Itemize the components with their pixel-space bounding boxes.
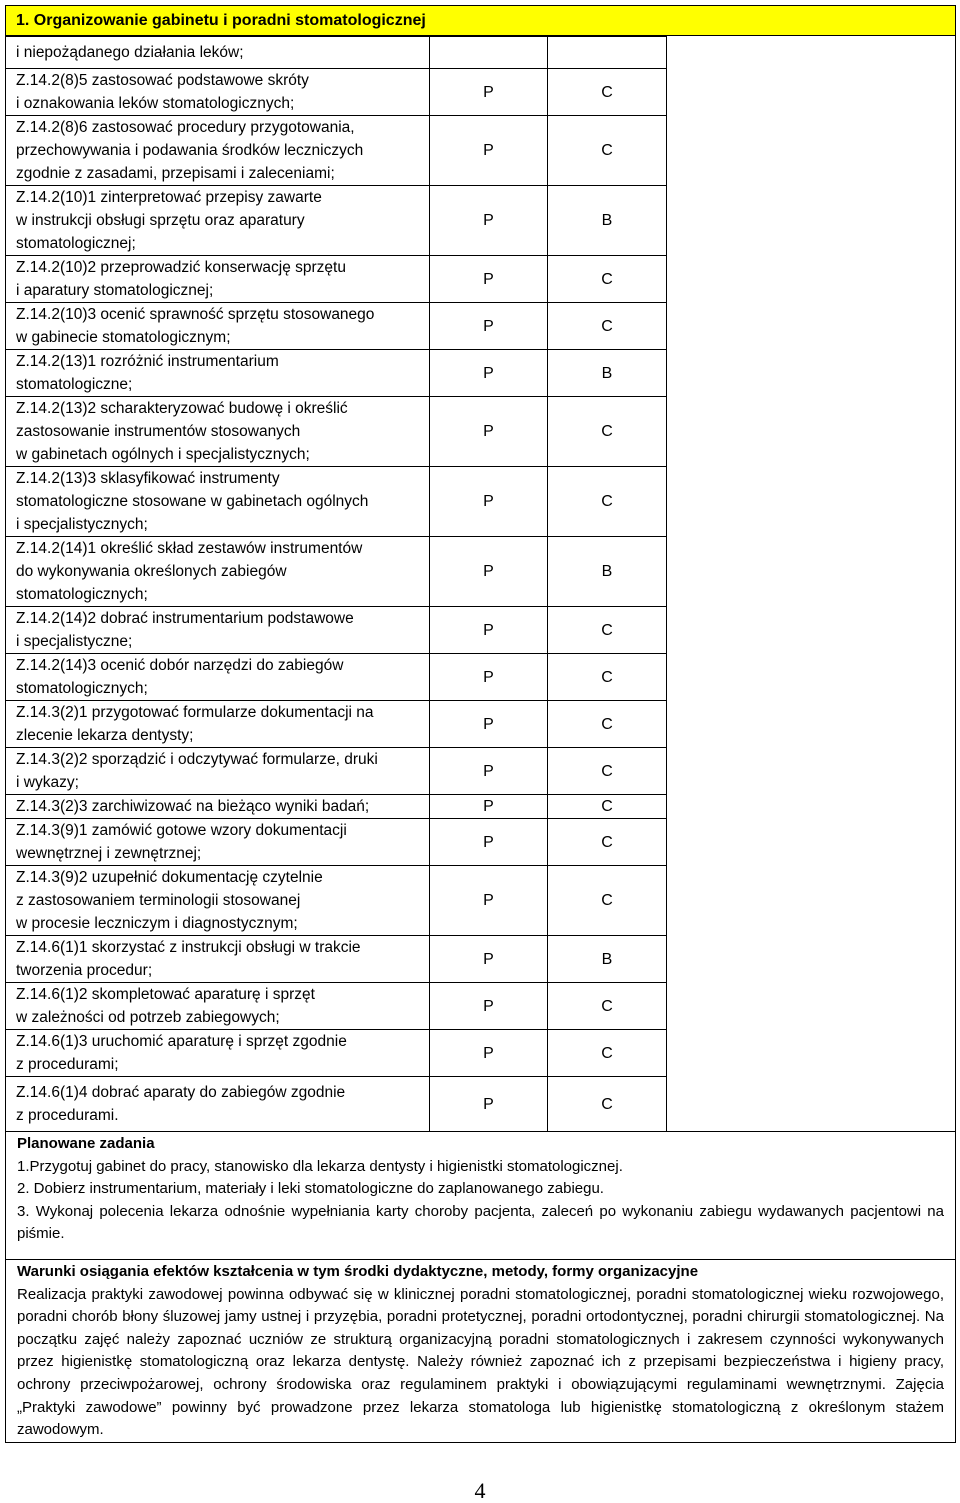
outcome-text-line: stomatologiczne stosowane w gabinetach ogólnych xyxy=(16,493,369,510)
outcome-text-line: w instrukcji obsługi sprzętu oraz aparatury xyxy=(16,212,305,229)
level-cell xyxy=(430,186,548,255)
level-cell xyxy=(430,467,548,536)
outcome-text-line: Z.14.6(1)4 dobrać aparaty do zabiegów zgodnie xyxy=(16,1084,346,1101)
level-value: P xyxy=(483,317,494,335)
table-row xyxy=(5,396,667,466)
level-value: P xyxy=(483,762,494,780)
category-value: B xyxy=(601,212,613,229)
table-row xyxy=(5,818,667,865)
category-cell xyxy=(548,701,667,747)
category-value: C xyxy=(601,762,613,780)
outcome-text-line: tworzenia procedur; xyxy=(16,962,153,979)
outcome-text-line: i wykazy; xyxy=(16,774,79,791)
category-cell xyxy=(548,350,667,396)
outcome-text-line: Z.14.3(9)2 uzupełnić dokumentację czytelnie xyxy=(16,869,323,886)
category-value: C xyxy=(601,83,613,101)
conditions-section xyxy=(5,1259,956,1443)
conditions-title: Warunki osiągania efektów kształcenia w tym środki dydaktyczne, metody, formy organizacyjne xyxy=(17,1263,699,1280)
category-value: C xyxy=(601,668,613,686)
outcome-text-line: stomatologicznych; xyxy=(16,586,148,603)
outcome-text-line: Z.14.2(14)3 ocenić dobór narzędzi do zabiegów xyxy=(16,657,344,674)
level-cell xyxy=(430,654,548,700)
category-value: B xyxy=(601,563,613,580)
category-cell xyxy=(548,256,667,302)
level-cell xyxy=(430,748,548,794)
planned-tasks-title: Planowane zadania xyxy=(17,1135,155,1152)
level-value: P xyxy=(483,1044,494,1062)
outcome-text-line: i specjalistyczne; xyxy=(16,633,133,650)
outcome-text-line: Z.14.3(2)2 sporządzić i odczytywać formularze, druki xyxy=(16,751,378,768)
level-value: P xyxy=(483,1095,494,1113)
outcome-text-line: Z.14.2(13)1 rozróżnić instrumentarium xyxy=(16,353,279,370)
outcome-text-line: Z.14.3(2)1 przygotować formularze dokumentacji na xyxy=(16,704,374,721)
outcome-text-line: Z.14.6(1)3 uruchomić aparaturę i sprzęt zgodnie xyxy=(16,1033,347,1050)
outcome-text-line: w gabinecie stomatologicznym; xyxy=(16,329,231,346)
category-value: C xyxy=(601,493,613,510)
category-value: C xyxy=(601,270,613,288)
table-row xyxy=(5,255,667,302)
category-value: B xyxy=(601,364,613,382)
level-value: P xyxy=(483,833,494,851)
category-cell xyxy=(548,795,667,818)
level-cell xyxy=(430,37,548,68)
outcome-text-line: stomatologiczne; xyxy=(16,376,133,393)
level-cell xyxy=(430,537,548,606)
level-value: P xyxy=(483,142,494,159)
category-value: C xyxy=(601,892,613,909)
outcome-text-line: Z.14.2(10)2 przeprowadzić konserwację sprzętu xyxy=(16,259,346,276)
outcome-description xyxy=(5,936,430,982)
level-value: P xyxy=(483,493,494,510)
level-value: P xyxy=(483,212,494,229)
level-cell xyxy=(430,1077,548,1131)
outcome-description xyxy=(5,256,430,302)
category-cell xyxy=(548,1030,667,1076)
level-cell xyxy=(430,607,548,653)
outcome-description xyxy=(5,186,430,255)
level-value: P xyxy=(483,668,494,686)
outcome-text-line: i oznakowania leków stomatologicznych; xyxy=(16,95,295,112)
outcome-text-line: Z.14.2(14)2 dobrać instrumentarium podstawowe xyxy=(16,610,354,627)
outcome-text-line: Z.14.2(13)3 sklasyfikować instrumenty xyxy=(16,470,280,487)
category-cell xyxy=(548,303,667,349)
outcome-text-line: w gabinetach ogólnych i specjalistycznych; xyxy=(16,446,310,463)
table-row xyxy=(5,302,667,349)
level-cell xyxy=(430,116,548,185)
category-value: C xyxy=(601,142,613,159)
outcome-text-line: i specjalistycznych; xyxy=(16,516,148,533)
level-cell xyxy=(430,1030,548,1076)
outcome-description xyxy=(5,116,430,185)
outcome-text-line: i aparatury stomatologicznej; xyxy=(16,282,214,299)
outcome-text-line: Z.14.2(10)1 zinterpretować przepisy zawarte xyxy=(16,189,322,206)
level-cell xyxy=(430,397,548,466)
table-row xyxy=(5,982,667,1029)
outcome-description xyxy=(5,654,430,700)
outcome-text-line: z procedurami. xyxy=(16,1107,119,1124)
outcome-description xyxy=(5,748,430,794)
table-row xyxy=(5,1076,667,1131)
category-cell xyxy=(548,654,667,700)
outcome-text-line: stomatologicznej; xyxy=(16,235,136,252)
conditions-text: Realizacja praktyki zawodowej powinna odbywać się w klinicznej poradni stomatologicznej, poradni stomatologicznej wieku rozwojowego, poradni chorób błony śluzowej jamy ustnej i przyzębia, poradni protetycznej, poradni ortodontycznej, poradni chirurgii stomatologicznej. Na początku zajęć należy zapoznać uczniów ze strukturą organizacyjną poradni stomatologicznych i zakresem czynności wykonywanych przez higienistkę stomatologiczną oraz lekarza dentystę. Należy również zapoznać ich z przepisami bezpieczeństwa i higieny pracy, ochrony przeciwpożarowej, ochrony środowiska oraz regulaminem praktyki i obowiązującymi regulaminami wewnętrznymi. Zajęcia „Praktyki zawodowe” powinny być prowadzone przez lekarza stomatologa lub higienistkę stomatologiczną z określonym stażem zawodowym. xyxy=(17,1285,944,1439)
table-row xyxy=(5,794,667,818)
outcome-description xyxy=(5,819,430,865)
level-value: P xyxy=(483,798,494,815)
outcome-text-line: zlecenie lekarza dentysty; xyxy=(16,727,194,744)
category-cell xyxy=(548,607,667,653)
outcome-text-line: w procesie leczniczym i diagnostycznym; xyxy=(16,915,298,932)
table-row xyxy=(5,700,667,747)
outcome-text-line: Z.14.2(10)3 ocenić sprawność sprzętu stosowanego xyxy=(16,306,375,323)
outcome-description xyxy=(5,350,430,396)
level-value: P xyxy=(483,423,494,440)
table-row xyxy=(5,349,667,396)
outcome-text-line: Z.14.2(13)2 scharakteryzować budowę i określić xyxy=(16,400,348,417)
level-cell xyxy=(430,69,548,115)
level-value: P xyxy=(483,621,494,639)
table-row xyxy=(5,68,667,115)
outcome-text-line: wewnętrznej i zewnętrznej; xyxy=(16,845,202,862)
outcome-description xyxy=(5,37,430,68)
table-row xyxy=(5,115,667,185)
outcome-text-line: w zależności od potrzeb zabiegowych; xyxy=(16,1009,280,1026)
outcome-text-line: Z.14.3(9)1 zamówić gotowe wzory dokumentacji xyxy=(16,822,347,839)
outcome-description xyxy=(5,1030,430,1076)
page-number: 4 xyxy=(474,1478,486,1503)
outcome-description xyxy=(5,1077,430,1131)
planned-task-item: 2. Dobierz instrumentarium, materiały i leki stomatologiczne do zaplanowanego zabiegu. xyxy=(17,1180,604,1198)
planned-task-item: 1.Przygotuj gabinet do pracy, stanowisko dla lekarza dentysty i higienistki stomatologicznej. xyxy=(17,1157,623,1175)
level-cell xyxy=(430,701,548,747)
outcome-text-line: Z.14.2(8)5 zastosować podstawowe skróty xyxy=(16,72,309,89)
table-row xyxy=(5,536,667,606)
category-cell xyxy=(548,116,667,185)
level-cell xyxy=(430,303,548,349)
category-value: C xyxy=(601,997,613,1015)
outcome-text-line: przechowywania i podawania środków leczniczych xyxy=(16,142,364,159)
category-value: C xyxy=(601,798,613,815)
category-cell xyxy=(548,936,667,982)
table-row xyxy=(5,935,667,982)
category-value: C xyxy=(601,1044,613,1062)
category-value: C xyxy=(601,423,613,440)
category-cell xyxy=(548,1077,667,1131)
category-cell xyxy=(548,397,667,466)
level-cell xyxy=(430,866,548,935)
level-value: P xyxy=(483,270,494,288)
category-cell xyxy=(548,69,667,115)
level-cell xyxy=(430,936,548,982)
outcome-text-line: Z.14.3(2)3 zarchiwizować na bieżąco wyniki badań; xyxy=(16,798,370,815)
outcome-description xyxy=(5,607,430,653)
category-value: C xyxy=(601,715,613,733)
planned-task-item: 3. Wykonaj polecenia lekarza odnośnie wypełniania karty choroby pacjenta, zaleceń po wykonaniu zabiegu wydawanych pacjentowi na piśmie. xyxy=(17,1202,944,1243)
planned-tasks-list xyxy=(17,1156,944,1246)
outcome-text-line: Z.14.2(14)1 określić skład zestawów instrumentów xyxy=(16,540,363,557)
level-value: P xyxy=(483,364,494,382)
outcome-description xyxy=(5,397,430,466)
category-cell xyxy=(548,37,667,68)
outcome-text-line: i niepożądanego działania leków; xyxy=(16,44,244,61)
level-value: P xyxy=(483,997,494,1015)
level-value: P xyxy=(483,83,494,101)
level-value: P xyxy=(483,715,494,733)
category-cell xyxy=(548,983,667,1029)
outcome-description xyxy=(5,701,430,747)
section-header: 1. Organizowanie gabinetu i poradni stomatologicznej xyxy=(5,5,956,36)
category-value: C xyxy=(601,833,613,851)
level-cell xyxy=(430,983,548,1029)
table-row xyxy=(5,185,667,255)
table-row xyxy=(5,1029,667,1076)
category-cell xyxy=(548,186,667,255)
level-value: P xyxy=(483,950,494,968)
level-cell xyxy=(430,256,548,302)
level-cell xyxy=(430,350,548,396)
table-row xyxy=(5,865,667,935)
outcome-description xyxy=(5,983,430,1029)
table-row xyxy=(5,606,667,653)
outcome-description xyxy=(5,467,430,536)
outcome-description xyxy=(5,537,430,606)
level-cell xyxy=(430,795,548,818)
outcome-text-line: do wykonywania określonych zabiegów xyxy=(16,563,287,580)
outcome-text-line: z zastosowaniem terminologii stosowanej xyxy=(16,892,301,909)
outcome-text-line: zgodnie z zasadami, przepisami i zaleceniami; xyxy=(16,165,335,182)
outcome-text-line: Z.14.2(8)6 zastosować procedury przygotowania, xyxy=(16,119,355,136)
category-cell xyxy=(548,819,667,865)
planned-tasks-section xyxy=(5,1131,956,1249)
level-cell xyxy=(430,819,548,865)
category-value: C xyxy=(601,1095,613,1113)
category-cell xyxy=(548,467,667,536)
outcome-description xyxy=(5,866,430,935)
table-row xyxy=(5,36,667,68)
category-cell xyxy=(548,748,667,794)
category-cell xyxy=(548,537,667,606)
outcome-text-line: Z.14.6(1)1 skorzystać z instrukcji obsługi w trakcie xyxy=(16,939,361,956)
category-value: B xyxy=(601,950,613,968)
outcome-description xyxy=(5,303,430,349)
outcome-text-line: zastosowanie instrumentów stosowanych xyxy=(16,423,301,440)
table-row xyxy=(5,653,667,700)
outcome-text-line: z procedurami; xyxy=(16,1056,119,1073)
level-value: P xyxy=(483,892,494,909)
category-value: C xyxy=(601,317,613,335)
category-cell xyxy=(548,866,667,935)
outcome-description xyxy=(5,69,430,115)
outcome-text-line: stomatologicznych; xyxy=(16,680,148,697)
category-value: C xyxy=(601,621,613,639)
table-row xyxy=(5,466,667,536)
table-row xyxy=(5,747,667,794)
outcome-text-line: Z.14.6(1)2 skompletować aparaturę i sprzęt xyxy=(16,986,315,1003)
outcome-description xyxy=(5,795,430,818)
level-value: P xyxy=(483,563,494,580)
